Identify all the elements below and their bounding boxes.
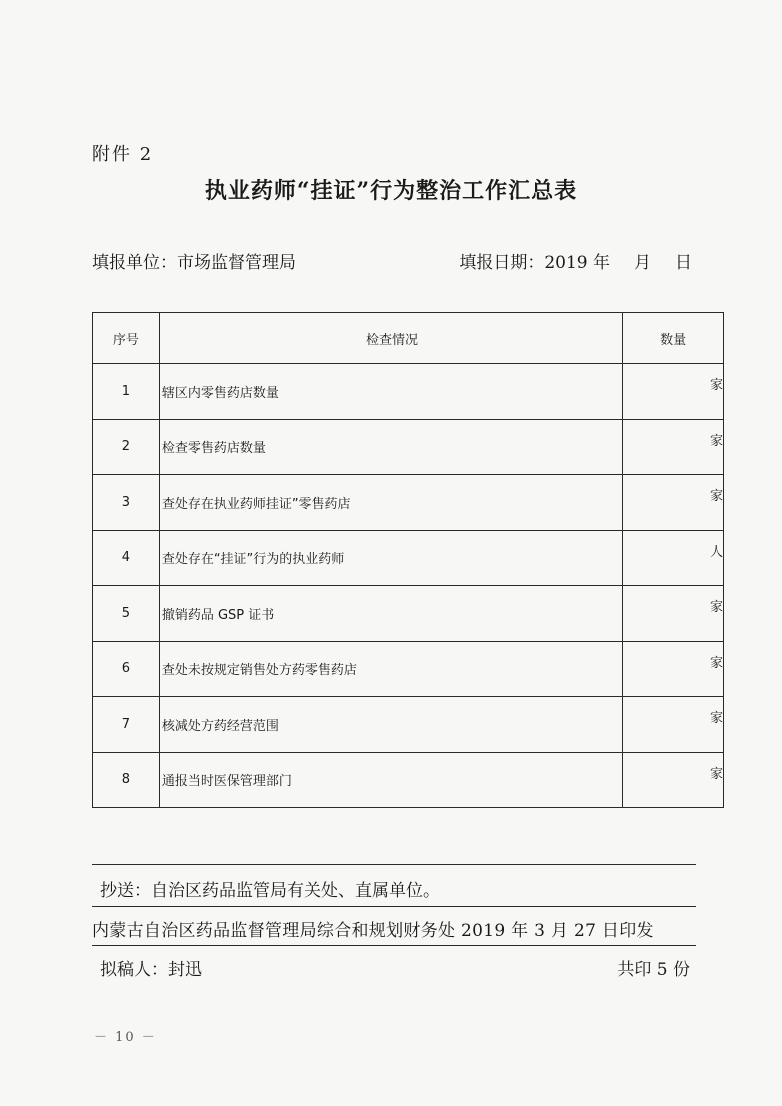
drafter-row [92,955,696,980]
drafter: 拟稿人：封迅 [100,960,202,980]
row-no: 8 [93,752,160,808]
footer-rule-middle [92,906,696,907]
footer-rule-bottom [92,945,696,946]
row-item: 检查零售药店数量 [159,419,622,475]
reporting-date-month: 月 [634,253,651,273]
row-no: 4 [93,530,160,586]
copies-count: 共印 5 份 [617,960,690,980]
row-item: 撤销药品 GSP 证书 [159,586,622,642]
summary-table [92,312,724,808]
row-unit: 家 [623,419,724,475]
footer-rule-top [92,864,696,865]
row-no: 1 [93,364,160,420]
table-row [93,641,724,697]
reporting-unit: 填报单位：市场监督管理局 [92,253,296,273]
table-row [93,419,724,475]
row-item: 核减处方药经营范围 [159,697,622,753]
table-row [93,364,724,420]
header-qty: 数量 [623,313,724,364]
row-no: 5 [93,586,160,642]
reporting-date [459,248,692,273]
row-unit: 家 [623,641,724,697]
row-no: 6 [93,641,160,697]
row-unit: 家 [623,586,724,642]
row-item: 查处存在执业药师挂证”零售药店 [159,475,622,531]
table-row [93,697,724,753]
row-no: 2 [93,419,160,475]
document-title: 执业药师“挂证”行为整治工作汇总表 [204,178,578,204]
row-item: 查处未按规定销售处方药零售药店 [159,641,622,697]
header-item: 检查情况 [159,313,622,364]
row-item: 查处存在“挂证”行为的执业药师 [159,530,622,586]
row-unit: 家 [623,364,724,420]
table-row [93,475,724,531]
reporting-date-year: 填报日期：2019 年 [459,253,610,273]
attachment-label: 附件 2 [92,144,154,165]
row-unit: 人 [623,530,724,586]
row-no: 7 [93,697,160,753]
row-item: 通报当时医保管理部门 [159,752,622,808]
table-row [93,752,724,808]
row-unit: 家 [623,475,724,531]
cc-line: 抄送：自治区药品监管局有关处、直属单位。 [100,881,440,901]
row-item: 辖区内零售药店数量 [159,364,622,420]
row-no: 3 [93,475,160,531]
table-header-row [93,313,724,364]
row-unit: 家 [623,697,724,753]
issued-line: 内蒙古自治区药品监督管理局综合和规划财务处 2019 年 3 月 27 日印发 [92,921,654,941]
table-row [93,586,724,642]
header-no: 序号 [93,313,160,364]
reporting-date-day: 日 [675,253,692,273]
row-unit: 家 [623,752,724,808]
table-row [93,530,724,586]
report-meta [92,248,692,273]
page-number: － 10 － [94,1030,157,1045]
